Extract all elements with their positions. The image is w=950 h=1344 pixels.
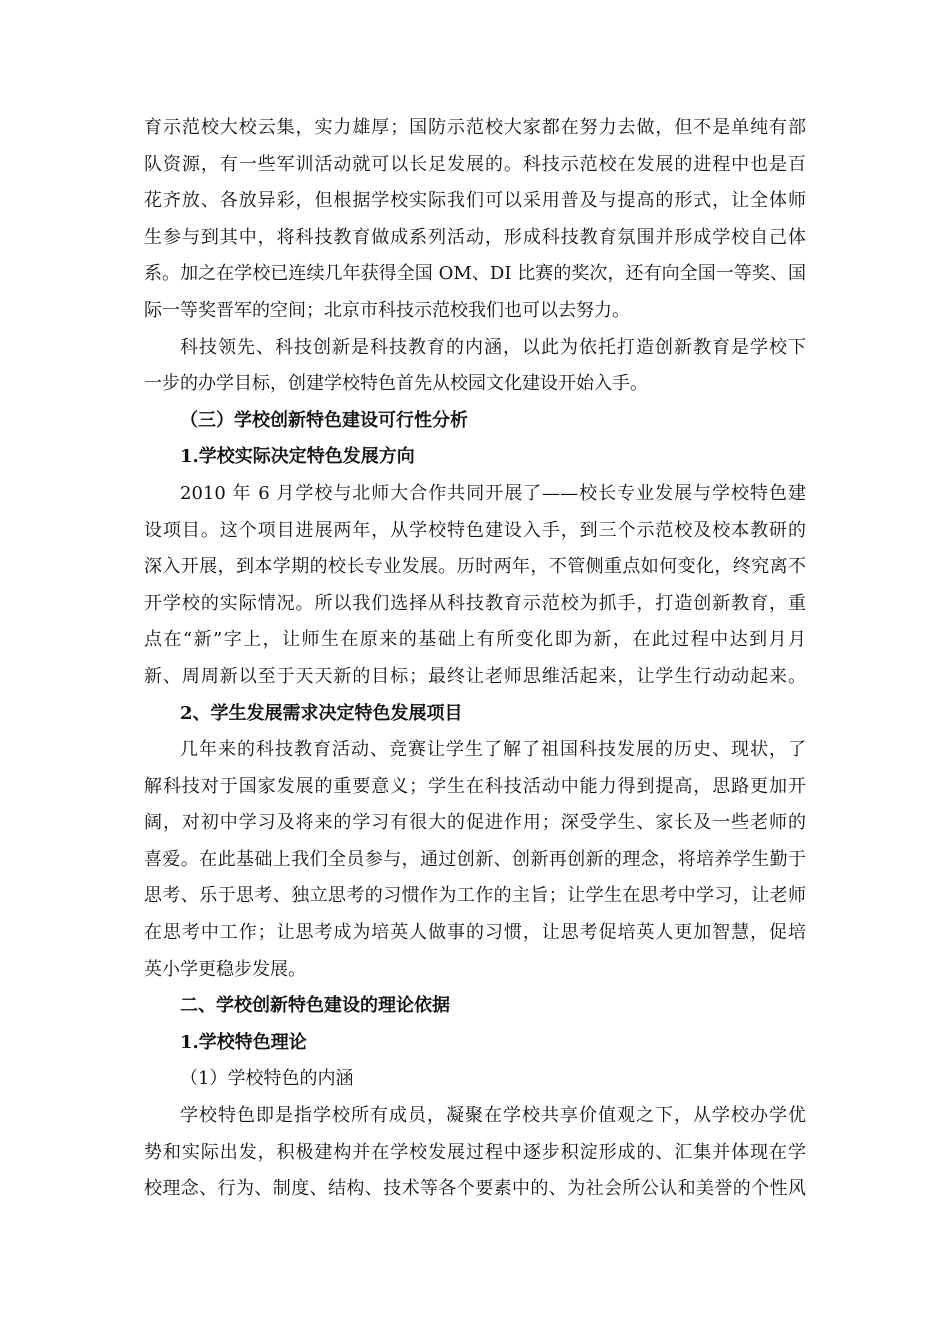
document-page bbox=[144, 110, 806, 1208]
body-text-line: 花齐放、各放异彩，但根据学校实际我们可以采用普及与提高的形式，让全体师 bbox=[144, 190, 806, 212]
body-text-line: 育示范校大校云集，实力雄厚；国防示范校大家都在努力去做，但不是单纯有部 bbox=[144, 117, 806, 138]
body-text-line: 际一等奖晋军的空间；北京市科技示范校我们也可以去努力。 bbox=[144, 299, 630, 321]
body-text-line: 生参与到其中，将科技教育做成系列活动，形成科技教育氛围并形成学校自己体 bbox=[144, 226, 806, 248]
body-text-line: 一步的办学目标，创建学校特色首先从校园文化建设开始入手。 bbox=[144, 373, 648, 395]
body-text-line: 势和实际出发，积极建构并在学校发展过程中逐步积淀形成的、汇集并体现在学 bbox=[144, 1141, 806, 1163]
body-text-line: 队资源，有一些军训活动就可以长足发展的。科技示范校在发展的进程中也是百 bbox=[144, 153, 806, 175]
body-text-line: 设项目。这个项目进展两年，从学校特色建设入手，到三个示范校及校本教研的 bbox=[144, 519, 806, 541]
body-text-line: 校理念、行为、制度、结构、技术等各个要素中的、为社会所公认和美誉的个性风 bbox=[144, 1178, 806, 1200]
body-text-line: 深入开展，到本学期的校长专业发展。历时两年，不管侧重点如何变化，终究离不 bbox=[144, 556, 806, 578]
subsection-heading: 1.学校实际决定特色发展方向 bbox=[180, 446, 415, 468]
body-text-line: 学校特色即是指学校所有成员，凝聚在学校共享价值观之下，从学校办学优 bbox=[180, 1105, 806, 1127]
body-text-line: 几年来的科技教育活动、竞赛让学生了解了祖国科技发展的历史、现状，了 bbox=[180, 739, 806, 761]
body-text-line: 解科技对于国家发展的重要意义；学生在科技活动中能力得到提高，思路更加开 bbox=[144, 775, 806, 797]
subsection-heading: 2、学生发展需求决定特色发展项目 bbox=[180, 702, 463, 724]
body-text-line: 系。加之在学校已连续几年获得全国 OM、DI 比赛的奖次，还有向全国一等奖、国 bbox=[144, 263, 806, 285]
body-text-line: 在思考中工作；让思考成为培英人做事的习惯，让思考促培英人更加智慧，促培 bbox=[144, 922, 806, 944]
section-heading: （三）学校创新特色建设可行性分析 bbox=[180, 409, 468, 431]
body-text-line: 开学校的实际情况。所以我们选择从科技教育示范校为抓手，打造创新教育，重 bbox=[144, 592, 806, 614]
body-text-line: 点在“新”字上，让师生在原来的基础上有所变化即为新，在此过程中达到月月 bbox=[144, 629, 806, 651]
body-text-line: 2010 年 6 月学校与北师大合作共同开展了——校长专业发展与学校特色建 bbox=[180, 482, 806, 504]
body-text-line: 新、周周新以至于天天新的目标；最终让老师思维活起来，让学生行动动起来。 bbox=[144, 665, 806, 687]
sub-subsection-heading: （1）学校特色的内涵 bbox=[180, 1068, 354, 1090]
body-text-line: 科技领先、科技创新是科技教育的内涵，以此为依托打造创新教育是学校下 bbox=[180, 336, 806, 358]
chapter-heading: 二、学校创新特色建设的理论依据 bbox=[180, 995, 450, 1017]
subsection-heading: 1.学校特色理论 bbox=[180, 1031, 307, 1053]
body-text-line: 思考、乐于思考、独立思考的习惯作为工作的主旨；让学生在思考中学习，让老师 bbox=[144, 885, 806, 907]
body-text-line: 喜爱。在此基础上我们全员参与，通过创新、创新再创新的理念，将培养学生勤于 bbox=[144, 848, 806, 870]
body-text-line: 英小学更稳步发展。 bbox=[144, 958, 306, 980]
body-text-line: 阔，对初中学习及将来的学习有很大的促进作用；深受学生、家长及一些老师的 bbox=[144, 812, 806, 834]
